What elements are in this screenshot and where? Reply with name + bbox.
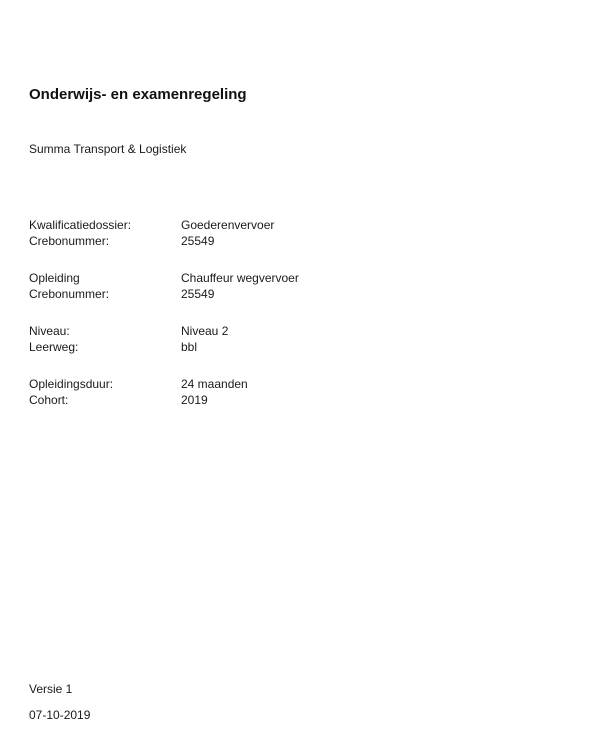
details-block <box>29 217 429 429</box>
detail-value: 25549 <box>181 287 215 301</box>
detail-row-crebo-program <box>29 286 429 302</box>
detail-label: Niveau: <box>29 324 70 338</box>
detail-row-learning-path <box>29 339 429 355</box>
detail-group-qualification <box>29 217 429 249</box>
detail-row-duration <box>29 376 429 392</box>
detail-row-cohort <box>29 392 429 408</box>
detail-label: Opleiding <box>29 271 80 285</box>
detail-value: 24 maanden <box>181 377 248 391</box>
detail-label: Kwalificatiedossier: <box>29 218 132 232</box>
detail-row-crebo-dossier <box>29 233 429 249</box>
detail-label: Cohort: <box>29 393 69 407</box>
detail-group-program <box>29 270 429 302</box>
document-date: 07-10-2019 <box>29 708 91 722</box>
document-title: Onderwijs- en examenregeling <box>29 86 247 103</box>
institution-name: Summa Transport & Logistiek <box>29 142 187 156</box>
detail-value: Chauffeur wegvervoer <box>181 271 299 285</box>
detail-value: 25549 <box>181 234 215 248</box>
detail-label: Crebonummer: <box>29 234 110 248</box>
detail-value: Niveau 2 <box>181 324 229 338</box>
detail-value: 2019 <box>181 393 208 407</box>
detail-row-level <box>29 323 429 339</box>
detail-group-level <box>29 323 429 355</box>
detail-value: bbl <box>181 340 198 354</box>
detail-group-duration <box>29 376 429 408</box>
detail-row-qualification-dossier <box>29 217 429 233</box>
version-label: Versie 1 <box>29 682 73 696</box>
detail-label: Opleidingsduur: <box>29 377 114 391</box>
detail-label: Crebonummer: <box>29 287 110 301</box>
detail-row-program <box>29 270 429 286</box>
detail-value: Goederenvervoer <box>181 218 275 232</box>
detail-label: Leerweg: <box>29 340 79 354</box>
